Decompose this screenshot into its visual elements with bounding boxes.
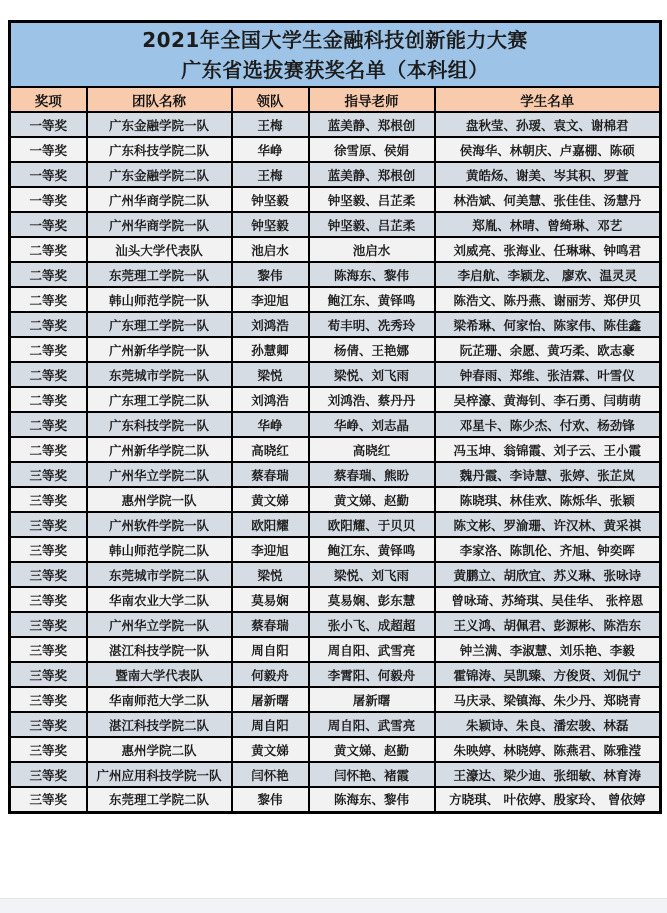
award-table xyxy=(8,20,662,814)
advisors-cell: 黄文娣、赵勤 xyxy=(309,737,435,762)
team-cell: 广州新华学院一队 xyxy=(87,337,232,362)
team-cell: 湛江科技学院一队 xyxy=(87,637,232,662)
table-row xyxy=(10,187,661,212)
team-cell: 惠州学院一队 xyxy=(87,487,232,512)
students-cell: 陈文彬、罗渝珊、许汉林、黄采祺 xyxy=(435,512,661,537)
team-cell: 广东金融学院二队 xyxy=(87,162,232,187)
leader-cell: 蔡春瑞 xyxy=(232,462,309,487)
advisors-cell: 黄文娣、赵勤 xyxy=(309,487,435,512)
advisors-cell: 张小飞、成超超 xyxy=(309,612,435,637)
award-cell: 三等奖 xyxy=(10,612,87,637)
team-cell: 广州新华学院二队 xyxy=(87,437,232,462)
advisors-cell: 钟坚毅、吕芷柔 xyxy=(309,212,435,237)
leader-cell: 莫易娴 xyxy=(232,587,309,612)
advisors-cell: 欧阳耀、于贝贝 xyxy=(309,512,435,537)
advisors-cell: 李霄阳、何毅舟 xyxy=(309,662,435,687)
leader-cell: 钟坚毅 xyxy=(232,187,309,212)
advisors-cell: 屠新曙 xyxy=(309,687,435,712)
leader-cell: 王梅 xyxy=(232,162,309,187)
team-cell: 广州软件学院一队 xyxy=(87,512,232,537)
team-cell: 东莞理工学院一队 xyxy=(87,262,232,287)
team-cell: 广州应用科技学院一队 xyxy=(87,762,232,787)
table-row xyxy=(10,637,661,662)
advisors-cell: 莫易娴、彭东慧 xyxy=(309,587,435,612)
table-row xyxy=(10,587,661,612)
team-cell: 广东金融学院一队 xyxy=(87,112,232,137)
team-cell: 华南农业大学二队 xyxy=(87,587,232,612)
team-cell: 韩山师范学院一队 xyxy=(87,287,232,312)
award-cell: 三等奖 xyxy=(10,587,87,612)
students-cell: 朱颖诗、朱良、潘宏骏、林磊 xyxy=(435,712,661,737)
team-cell: 暨南大学代表队 xyxy=(87,662,232,687)
team-cell: 广东科技学院二队 xyxy=(87,137,232,162)
award-cell: 三等奖 xyxy=(10,762,87,787)
leader-cell: 屠新曙 xyxy=(232,687,309,712)
students-cell: 魏丹霞、李诗慧、张婷、张芷岚 xyxy=(435,462,661,487)
column-header-leader: 领队 xyxy=(232,87,309,112)
leader-cell: 闫怀艳 xyxy=(232,762,309,787)
leader-cell: 黎伟 xyxy=(232,262,309,287)
advisors-cell: 梁悦、刘飞雨 xyxy=(309,562,435,587)
award-cell: 二等奖 xyxy=(10,312,87,337)
team-cell: 广东理工学院二队 xyxy=(87,387,232,412)
leader-cell: 蔡春瑞 xyxy=(232,612,309,637)
team-cell: 惠州学院二队 xyxy=(87,737,232,762)
students-cell: 李启航、李颖龙、 廖欢、温灵灵 xyxy=(435,262,661,287)
students-cell: 曾咏琦、苏绮琪、吴佳华、 张梓恩 xyxy=(435,587,661,612)
award-cell: 三等奖 xyxy=(10,662,87,687)
award-cell: 一等奖 xyxy=(10,162,87,187)
award-cell: 二等奖 xyxy=(10,362,87,387)
award-cell: 二等奖 xyxy=(10,337,87,362)
table-row xyxy=(10,287,661,312)
students-cell: 侯海华、林朝庆、卢嘉棚、陈硕 xyxy=(435,137,661,162)
team-cell: 广州华立学院二队 xyxy=(87,462,232,487)
award-cell: 二等奖 xyxy=(10,237,87,262)
leader-cell: 黎伟 xyxy=(232,787,309,812)
students-cell: 马庆录、梁镇海、朱少丹、郑晓青 xyxy=(435,687,661,712)
leader-cell: 华峥 xyxy=(232,412,309,437)
team-cell: 东莞理工学院二队 xyxy=(87,787,232,812)
table-row xyxy=(10,787,661,812)
advisors-cell: 闫怀艳、褚霞 xyxy=(309,762,435,787)
award-cell: 二等奖 xyxy=(10,437,87,462)
table-row xyxy=(10,562,661,587)
leader-cell: 欧阳耀 xyxy=(232,512,309,537)
table-row xyxy=(10,737,661,762)
team-cell: 广东科技学院一队 xyxy=(87,412,232,437)
leader-cell: 梁悦 xyxy=(232,562,309,587)
leader-cell: 池启水 xyxy=(232,237,309,262)
team-cell: 华南师范大学二队 xyxy=(87,687,232,712)
leader-cell: 孙慧卿 xyxy=(232,337,309,362)
table-row xyxy=(10,337,661,362)
table-row xyxy=(10,537,661,562)
table-row xyxy=(10,437,661,462)
advisors-cell: 华峥、刘志晶 xyxy=(309,412,435,437)
students-cell: 刘威亮、张海业、任琳琳、钟鸣君 xyxy=(435,237,661,262)
table-row xyxy=(10,662,661,687)
team-cell: 广州华立学院一队 xyxy=(87,612,232,637)
students-cell: 陈晓琪、林佳欢、陈烁华、张颖 xyxy=(435,487,661,512)
table-row xyxy=(10,387,661,412)
students-cell: 吴梓濠、黄海钊、李石勇、闫萌萌 xyxy=(435,387,661,412)
advisors-cell: 钟坚毅、吕芷柔 xyxy=(309,187,435,212)
table-row xyxy=(10,162,661,187)
page-title xyxy=(10,22,661,88)
students-cell: 王濠达、梁少迪、张细敏、林育涛 xyxy=(435,762,661,787)
award-cell: 三等奖 xyxy=(10,787,87,812)
award-cell: 三等奖 xyxy=(10,562,87,587)
students-cell: 黄鹏立、胡欣宜、苏义琳、张咏诗 xyxy=(435,562,661,587)
students-cell: 朱映婷、林晓婷、陈燕君、陈雅滢 xyxy=(435,737,661,762)
award-cell: 三等奖 xyxy=(10,537,87,562)
title-row xyxy=(10,22,661,88)
award-cell: 三等奖 xyxy=(10,712,87,737)
table-row xyxy=(10,262,661,287)
leader-cell: 黄文娣 xyxy=(232,737,309,762)
advisors-cell: 梁悦、刘飞雨 xyxy=(309,362,435,387)
award-cell: 二等奖 xyxy=(10,262,87,287)
table-row xyxy=(10,212,661,237)
award-cell: 一等奖 xyxy=(10,137,87,162)
students-cell: 盘秋莹、孙瑷、袁文、谢棉君 xyxy=(435,112,661,137)
leader-cell: 何毅舟 xyxy=(232,662,309,687)
advisors-cell: 蔡春瑞、熊盼 xyxy=(309,462,435,487)
award-cell: 一等奖 xyxy=(10,212,87,237)
leader-cell: 黄文娣 xyxy=(232,487,309,512)
team-cell: 广州华商学院二队 xyxy=(87,187,232,212)
table-row xyxy=(10,487,661,512)
leader-cell: 李迎旭 xyxy=(232,537,309,562)
leader-cell: 梁悦 xyxy=(232,362,309,387)
leader-cell: 李迎旭 xyxy=(232,287,309,312)
window-bottom-bar xyxy=(0,898,667,913)
students-cell: 黄皓炀、谢美、岑其积、罗萱 xyxy=(435,162,661,187)
students-cell: 王义鸿、胡佩君、彭源彬、陈浩东 xyxy=(435,612,661,637)
award-cell: 一等奖 xyxy=(10,187,87,212)
advisors-cell: 蓝美静、郑根创 xyxy=(309,112,435,137)
advisors-cell: 徐雪原、侯娟 xyxy=(309,137,435,162)
students-cell: 钟兰满、李淑慧、刘乐艳、李毅 xyxy=(435,637,661,662)
page-title-line-1: 2021年全国大学生金融科技创新能力大赛 xyxy=(142,27,528,52)
leader-cell: 钟坚毅 xyxy=(232,212,309,237)
advisors-cell: 刘鸿浩、蔡丹丹 xyxy=(309,387,435,412)
students-cell: 钟春雨、郑维、张洁霖、叶雪仪 xyxy=(435,362,661,387)
team-cell: 广州华商学院一队 xyxy=(87,212,232,237)
leader-cell: 刘鸿浩 xyxy=(232,387,309,412)
students-cell: 郑胤、林晴、曾绮琳、邓艺 xyxy=(435,212,661,237)
page-title-line-2: 广东省选拔赛获奖名单（本科组） xyxy=(181,57,489,82)
advisors-cell: 周自阳、武雪亮 xyxy=(309,637,435,662)
table-row xyxy=(10,512,661,537)
advisors-cell: 高晓红 xyxy=(309,437,435,462)
leader-cell: 华峥 xyxy=(232,137,309,162)
table-row xyxy=(10,762,661,787)
team-cell: 韩山师范学院二队 xyxy=(87,537,232,562)
award-cell: 二等奖 xyxy=(10,387,87,412)
table-row xyxy=(10,312,661,337)
table-row xyxy=(10,112,661,137)
advisors-cell: 陈海东、黎伟 xyxy=(309,262,435,287)
awards-sheet xyxy=(8,20,662,814)
leader-cell: 周自阳 xyxy=(232,637,309,662)
students-cell: 陈浩文、陈丹燕、谢丽芳、郑伊贝 xyxy=(435,287,661,312)
leader-cell: 王梅 xyxy=(232,112,309,137)
award-cell: 三等奖 xyxy=(10,637,87,662)
column-header-team: 团队名称 xyxy=(87,87,232,112)
students-cell: 梁希琳、何家怡、陈家伟、陈佳鑫 xyxy=(435,312,661,337)
students-cell: 霍锦涛、吴凯臻、方俊贤、刘侃宁 xyxy=(435,662,661,687)
award-cell: 三等奖 xyxy=(10,487,87,512)
award-cell: 二等奖 xyxy=(10,412,87,437)
column-header-award: 奖项 xyxy=(10,87,87,112)
advisors-cell: 陈海东、黎伟 xyxy=(309,787,435,812)
students-cell: 阮芷珊、余愿、黄巧柔、欧志豪 xyxy=(435,337,661,362)
award-cell: 三等奖 xyxy=(10,687,87,712)
column-header-row xyxy=(10,87,661,112)
team-cell: 湛江科技学院二队 xyxy=(87,712,232,737)
advisors-cell: 周自阳、武雪亮 xyxy=(309,712,435,737)
table-row xyxy=(10,362,661,387)
students-cell: 冯玉坤、翁锦霞、刘子云、王小霞 xyxy=(435,437,661,462)
award-cell: 三等奖 xyxy=(10,737,87,762)
table-row xyxy=(10,687,661,712)
table-row xyxy=(10,612,661,637)
team-cell: 东莞城市学院一队 xyxy=(87,362,232,387)
team-cell: 东莞城市学院二队 xyxy=(87,562,232,587)
column-header-students: 学生名单 xyxy=(435,87,661,112)
table-row xyxy=(10,462,661,487)
table-row xyxy=(10,412,661,437)
advisors-cell: 池启水 xyxy=(309,237,435,262)
leader-cell: 刘鸿浩 xyxy=(232,312,309,337)
team-cell: 广东理工学院一队 xyxy=(87,312,232,337)
advisors-cell: 荀丰明、冼秀玲 xyxy=(309,312,435,337)
students-cell: 林浩斌、何美慧、张佳佳、汤慧丹 xyxy=(435,187,661,212)
advisors-cell: 鲍江东、黄铎鸣 xyxy=(309,537,435,562)
students-cell: 方晓琪、 叶依婷、殷家玲、 曾依婷 xyxy=(435,787,661,812)
leader-cell: 高晓红 xyxy=(232,437,309,462)
advisors-cell: 杨倩、王艳娜 xyxy=(309,337,435,362)
advisors-cell: 鲍江东、黄铎鸣 xyxy=(309,287,435,312)
award-cell: 一等奖 xyxy=(10,112,87,137)
team-cell: 汕头大学代表队 xyxy=(87,237,232,262)
table-row xyxy=(10,137,661,162)
leader-cell: 周自阳 xyxy=(232,712,309,737)
students-cell: 李家洛、陈凯伦、齐旭、钟奕晖 xyxy=(435,537,661,562)
table-row xyxy=(10,712,661,737)
column-header-advisors: 指导老师 xyxy=(309,87,435,112)
students-cell: 邓星卡、陈少杰、付欢、杨劲锋 xyxy=(435,412,661,437)
award-cell: 二等奖 xyxy=(10,287,87,312)
table-row xyxy=(10,237,661,262)
advisors-cell: 蓝美静、郑根创 xyxy=(309,162,435,187)
award-cell: 三等奖 xyxy=(10,512,87,537)
award-cell: 三等奖 xyxy=(10,462,87,487)
